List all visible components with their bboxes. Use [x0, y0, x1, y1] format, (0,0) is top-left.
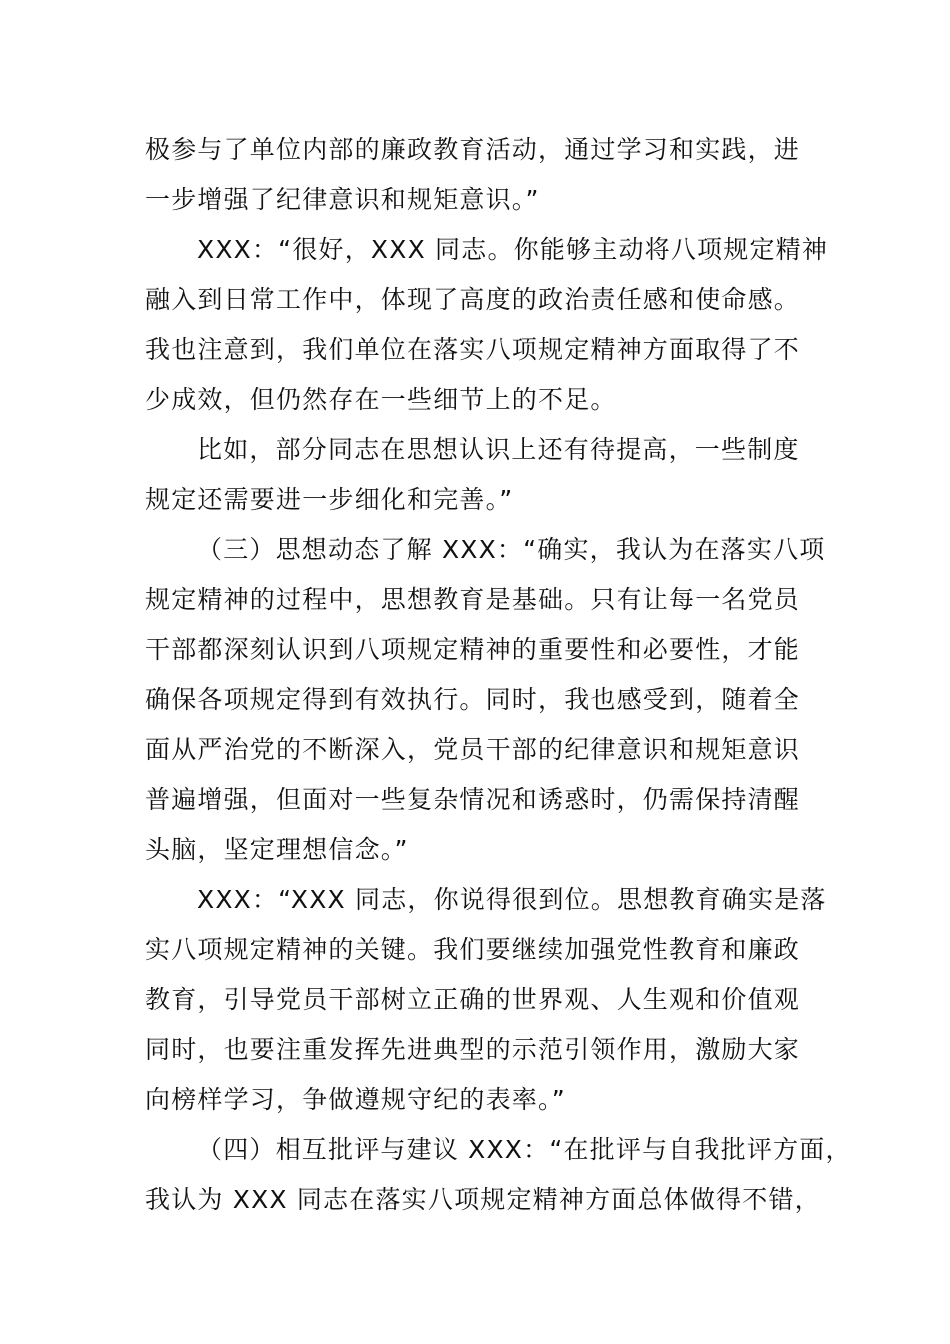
text-line: 一步增强了纪律意识和规矩意识。” — [145, 185, 540, 214]
paragraph-start-line: 比如，部分同志在思想认识上还有待提高，一些制度 — [197, 435, 800, 464]
text-line: 同时，也要注重发挥先进典型的示范引领作用，激励大家 — [145, 1035, 801, 1064]
text-line: 头脑，坚定理想信念。” — [145, 835, 409, 864]
text-line: 极参与了单位内部的廉政教育活动，通过学习和实践，进 — [145, 135, 801, 164]
text-line: 向榜样学习，争做遵规守纪的表率。” — [145, 1085, 566, 1114]
paragraph-start-line: XXX：“XXX 同志，你说得很到位。思想教育确实是落 — [197, 885, 827, 914]
text-line: 普遍增强，但面对一些复杂情况和诱惑时，仍需保持清醒 — [145, 785, 801, 814]
text-line: 规定精神的过程中，思想教育是基础。只有让每一名党员 — [145, 585, 801, 614]
text-line: 我认为 XXX 同志在落实八项规定精神方面总体做得不错， — [145, 1185, 821, 1214]
paragraph-start-line: XXX：“很好，XXX 同志。你能够主动将八项规定精神 — [197, 235, 829, 264]
text-line: 融入到日常工作中，体现了高度的政治责任感和使命感。 — [145, 285, 801, 314]
section-heading-line: （三）思想动态了解 XXX：“确实，我认为在落实八项 — [197, 535, 826, 564]
section-heading-line: （四）相互批评与建议 XXX：“在批评与自我批评方面， — [197, 1135, 852, 1164]
text-line: 面从严治党的不断深入，党员干部的纪律意识和规矩意识 — [145, 735, 801, 764]
text-line: 规定还需要进一步细化和完善。” — [145, 485, 514, 514]
text-line: 教育，引导党员干部树立正确的世界观、人生观和价值观 — [145, 985, 801, 1014]
text-line: 实八项规定精神的关键。我们要继续加强党性教育和廉政 — [145, 935, 801, 964]
text-line: 少成效，但仍然存在一些细节上的不足。 — [145, 385, 617, 414]
text-line: 干部都深刻认识到八项规定精神的重要性和必要性，才能 — [145, 635, 801, 664]
document-body — [145, 125, 852, 1225]
text-line: 我也注意到，我们单位在落实八项规定精神方面取得了不 — [145, 335, 801, 364]
text-line: 确保各项规定得到有效执行。同时，我也感受到，随着全 — [145, 685, 801, 714]
